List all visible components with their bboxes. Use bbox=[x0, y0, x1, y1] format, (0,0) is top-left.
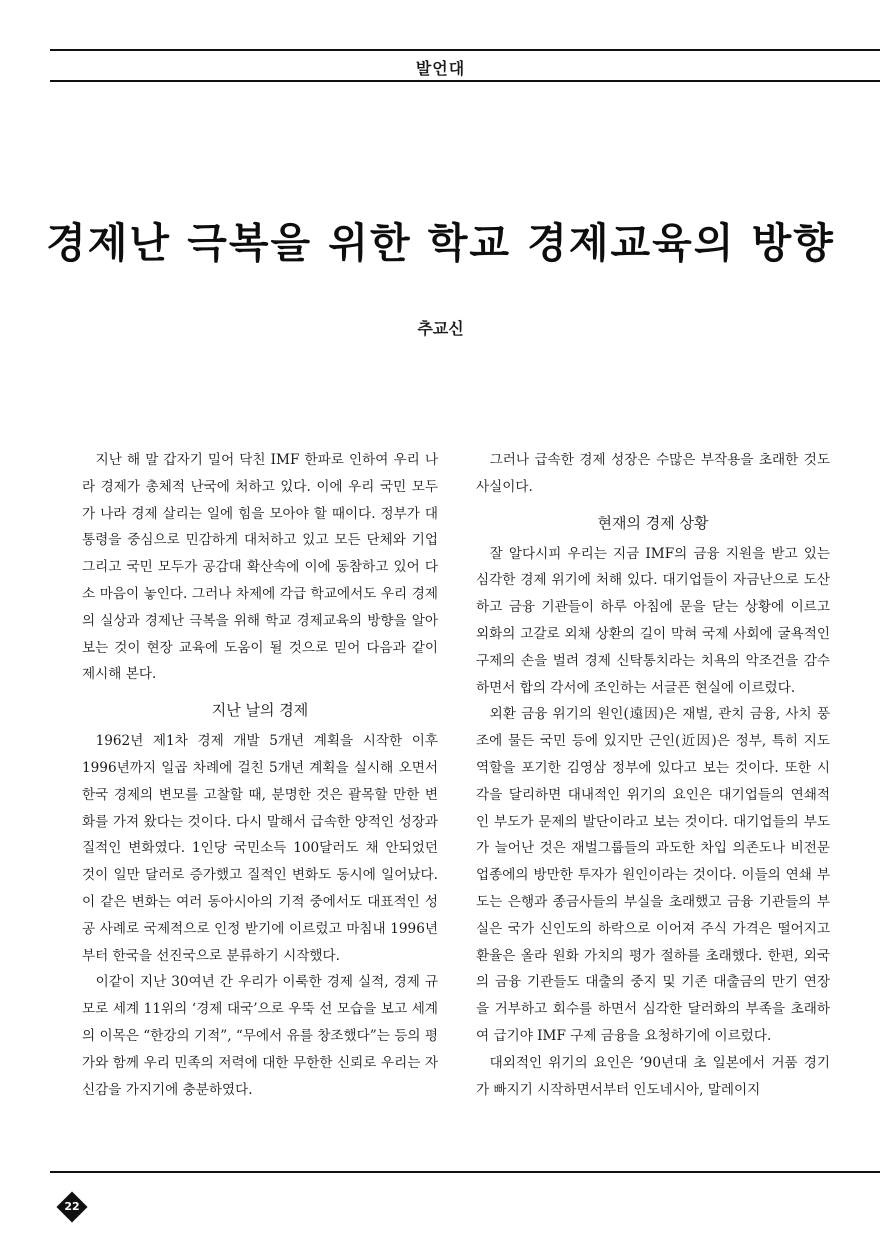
page-number: 22 bbox=[64, 1200, 80, 1213]
body-paragraph: 대외적인 위기의 요인은 ’90년대 초 일본에서 거품 경기가 빠지기 시작하면서부터 인도네시아, 말레이지 bbox=[476, 1054, 830, 1098]
body-paragraph: 이같이 지난 30여년 간 우리가 이룩한 경제 실적, 경제 규모로 세계 11위의 ‘경제 대국’으로 우뚝 선 모습을 보고 세계의 이목은 “한강의 기적”, “무에서 유를 창조했다”는 등의 평가와 함께 우리 민족의 저력에 대한 무한한 신뢰로 우리는 자신감을 가지기에 충분하였다. bbox=[82, 974, 438, 1098]
body-paragraph: 잘 알다시피 우리는 지금 IMF의 금융 지원을 받고 있는 심각한 경제 위기에 처해 있다. 대기업들이 자금난으로 도산하고 금융 기관들이 하루 아침에 문을 닫는 상황에 이르고 외화의 고갈로 외채 상환의 길이 막혀 국제 사회에 굴욕적인 구제의 손을 벌려 경제 신탁통치라는 치욕의 악조건을 감수하면서 합의 각서에 조인하는 서글픈 현실에 이르렀다. bbox=[476, 545, 830, 696]
section-label: 발언대 bbox=[415, 59, 466, 78]
left-column bbox=[82, 447, 438, 1103]
intro-paragraph: 지난 해 말 갑자기 밀어 닥친 IMF 한파로 인하여 우리 나라 경제가 총체적 난국에 처하고 있다. 이에 우리 국민 모두가 나라 경제 살리는 일에 힘을 모아야 할 때이다. 정부가 대통령을 중심으로 민감하게 대처하고 있고 모든 단체와 기업 그리고 국민 모두가 공감대 확산속에 이에 동참하고 있어 다소 마음이 놓인다. 그러나 차제에 각급 학교에서도 우리 경제의 실상과 경제난 극복을 위해 학교 경제교육의 방향을 알아 보는 것이 현장 교육에 도움이 될 것으로 믿어 다음과 같이 제시해 본다. bbox=[82, 452, 438, 683]
header-underline-rule bbox=[50, 80, 880, 82]
section-heading-current-situation: 현재의 경제 상황 bbox=[597, 513, 709, 532]
body-paragraph: 그러나 급속한 경제 성장은 수많은 부작용을 초래한 것도 사실이다. bbox=[476, 452, 830, 495]
body-paragraph: 1962년 제1차 경제 개발 5개년 계획을 시작한 이후 1996년까지 일곱 차례에 걸친 5개년 계획을 실시해 오면서 한국 경제의 변모를 고찰할 때, 분명한 것은 괄목할 만한 변화를 가져 왔다는 것이다. 다시 말해서 급속한 양적인 성장과 질적인 변화였다. 1인당 국민소득 100달러도 채 안되었던 것이 일만 달러로 증가했고 질적인 변화도 동시에 일어났다. 이 같은 변화는 여러 동아시아의 기적 중에서도 대표적인 성공 사례로 국제적으로 인정 받기에 이르렀고 마침내 1996년부터 한국을 선진국으로 분류하기 시작했다. bbox=[82, 733, 438, 964]
article-title: 경제난 극복을 위한 학교 경제교육의 방향 bbox=[46, 219, 835, 267]
page-number-badge bbox=[57, 1192, 87, 1222]
header-rule bbox=[50, 49, 880, 51]
section-heading-past-economy: 지난 날의 경제 bbox=[211, 701, 309, 720]
body-paragraph: 외환 금융 위기의 원인(遠因)은 재벌, 관치 금융, 사치 풍조에 물든 국민 등에 있지만 근인(近因)은 정부, 특히 지도 역할을 포기한 김영삼 정부에 있다고 보는 것이다. 또한 시각을 달리하면 대내적인 위기의 요인은 대기업들의 연쇄적인 부도가 문제의 발단이라고 보는 것이다. 대기업들의 부도가 늘어난 것은 재벌그룹들의 과도한 차입 의존도나 비전문 업종에의 방만한 투자가 원인이라는 것이다. 이들의 연쇄 부도는 은행과 종금사들의 부실을 초래했고 금융 기관들의 부실은 국가 신인도의 하락으로 이어져 주식 가격은 떨어지고 환율은 올라 원화 가치의 평가 절하를 초래했다. 한편, 외국의 금융 기관들도 대출의 중지 및 기존 대출금의 만기 연장을 거부하고 회수를 하면서 심각한 달러화의 부족을 초래하여 급기야 IMF 구제 금융을 요청하기에 이르렀다. bbox=[476, 706, 830, 1044]
article-author: 추교신 bbox=[417, 319, 464, 338]
footer-rule bbox=[50, 1171, 880, 1173]
right-column bbox=[476, 447, 830, 1103]
